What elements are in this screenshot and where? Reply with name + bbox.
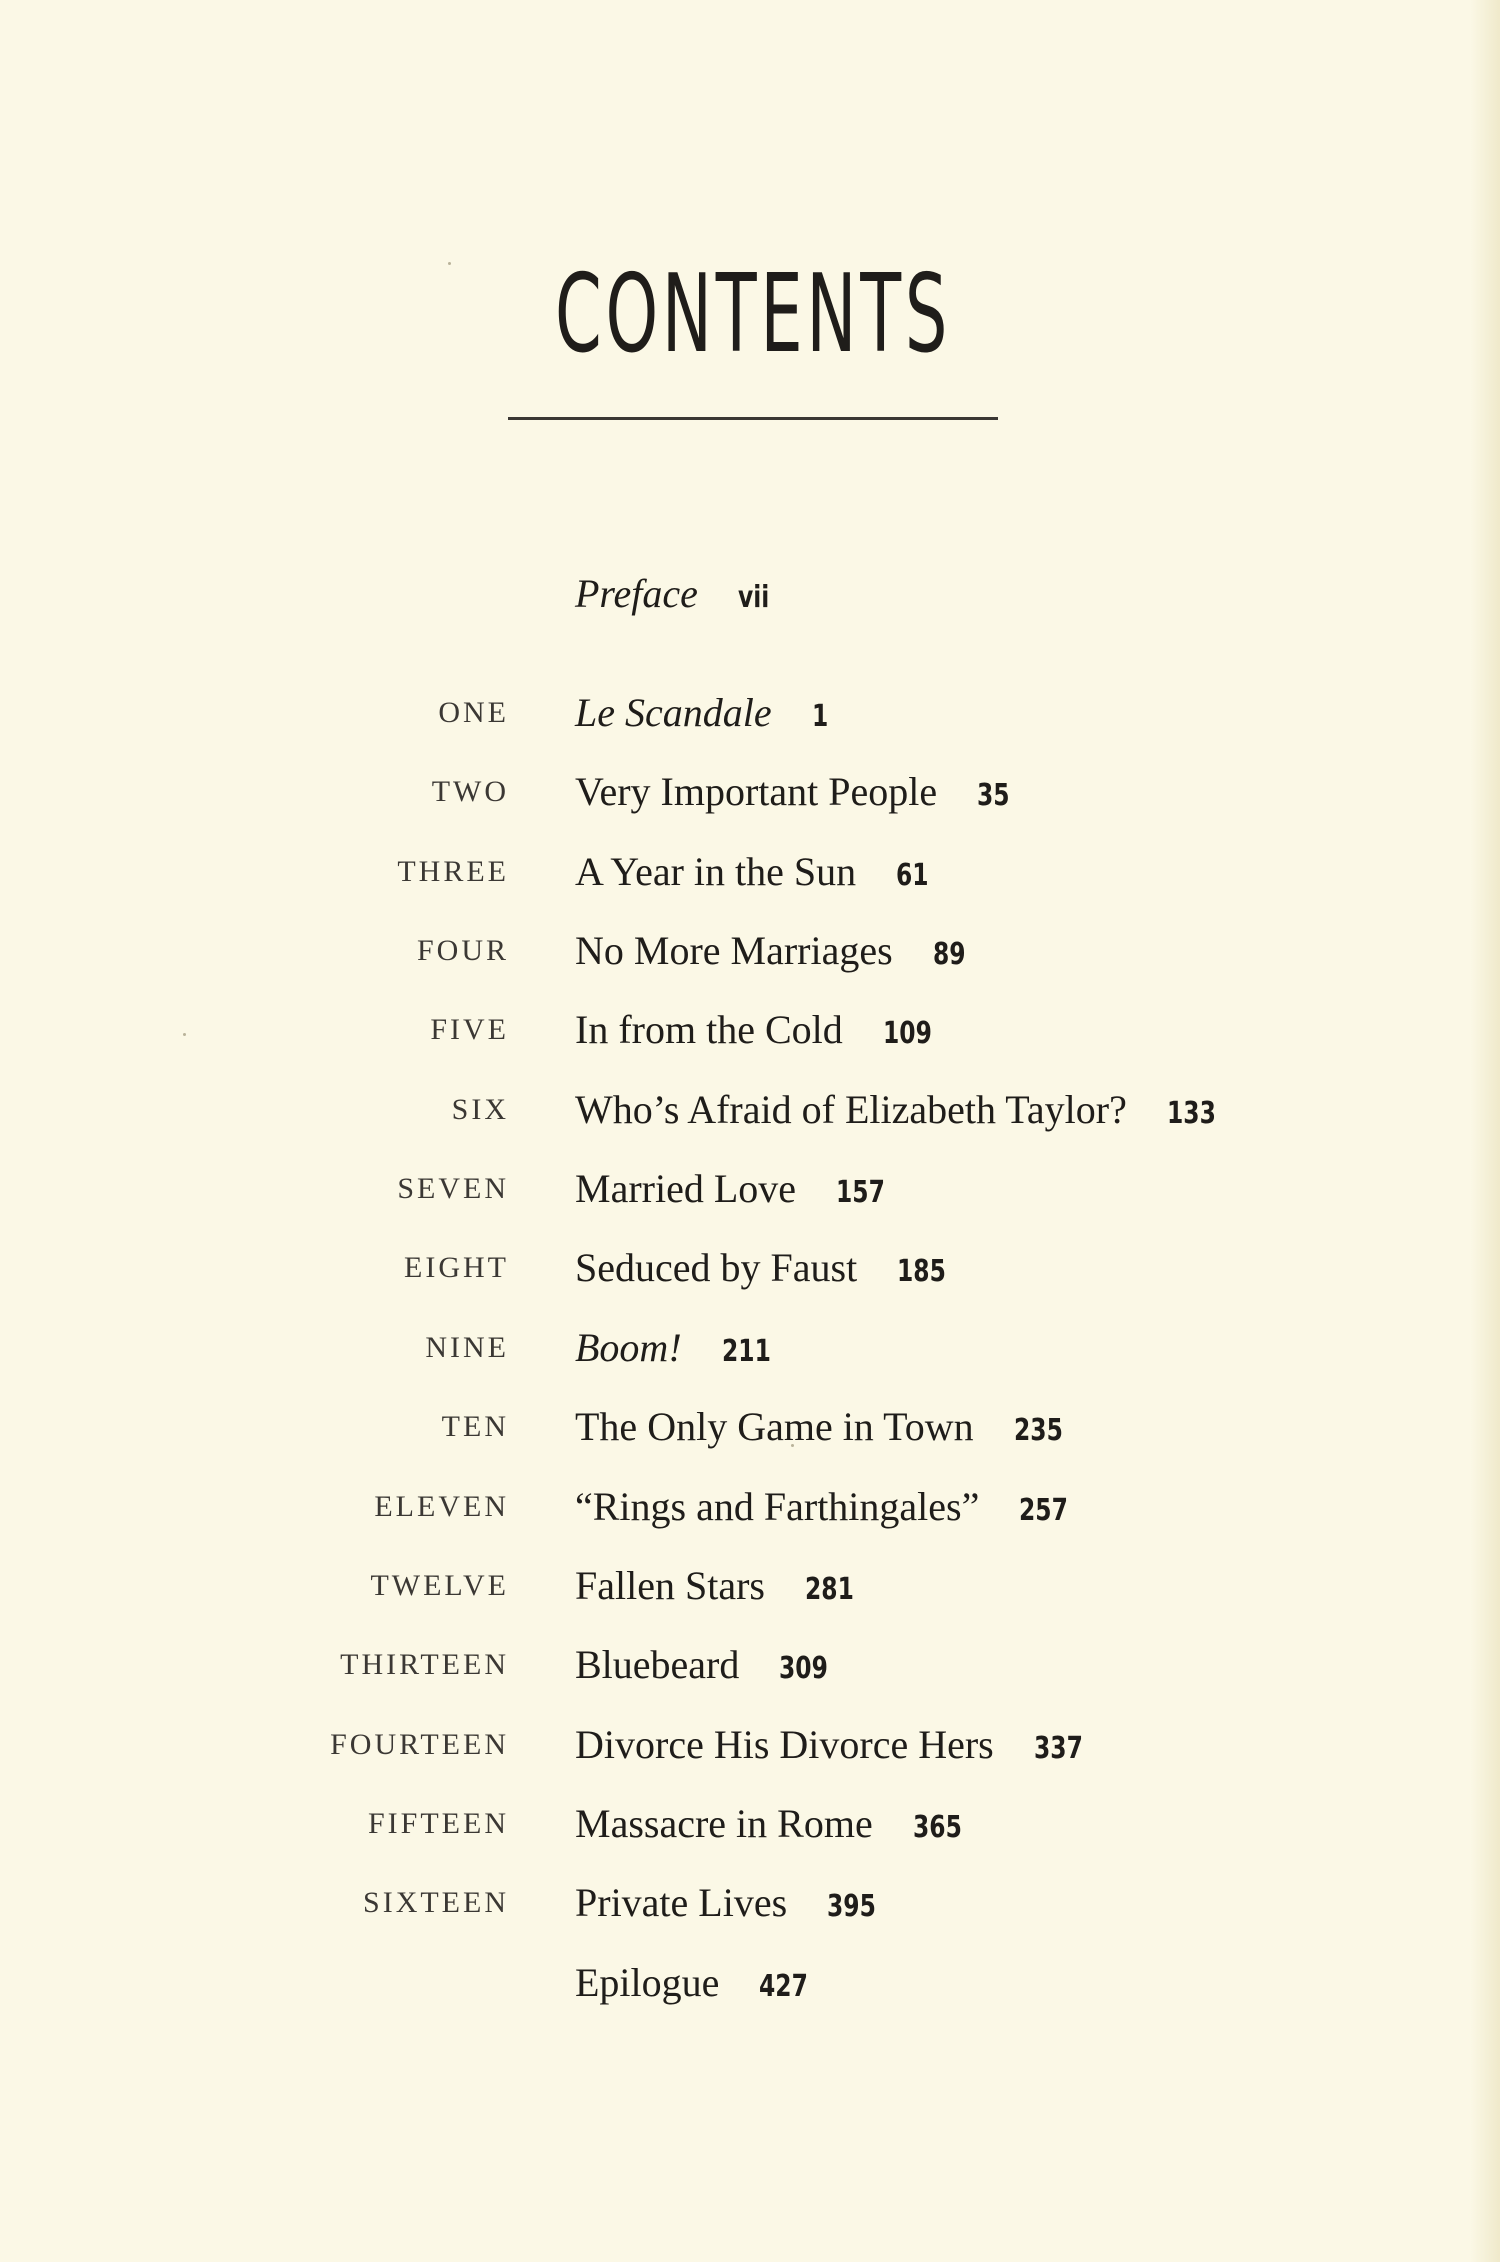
toc-entry[interactable] <box>575 1715 1096 1779</box>
toc-entry[interactable] <box>575 1000 945 1064</box>
toc-row <box>0 1080 1500 1140</box>
page-number: 235 <box>1013 1413 1063 1448</box>
chapter-title: No More Marriages <box>575 928 893 973</box>
toc-entry[interactable] <box>575 1159 899 1223</box>
page-number: 309 <box>779 1651 829 1686</box>
toc-row <box>0 1238 1500 1298</box>
page-number: 133 <box>1166 1096 1216 1131</box>
toc-row <box>0 1715 1500 1775</box>
chapter-title: “Rings and Farthingales” <box>575 1484 980 1529</box>
toc-entry[interactable] <box>575 564 778 628</box>
chapter-number: THREE <box>397 855 509 888</box>
toc-entry[interactable] <box>575 1794 975 1858</box>
page-number: 337 <box>1033 1731 1083 1766</box>
chapter-number: ONE <box>438 696 509 729</box>
toc-entry[interactable] <box>575 683 833 747</box>
chapter-title: Boom! <box>575 1325 682 1370</box>
page-number: 257 <box>1019 1493 1069 1528</box>
chapter-number: FOUR <box>416 934 509 967</box>
chapter-number: FIFTEEN <box>368 1807 509 1840</box>
toc-entry[interactable] <box>575 1080 1229 1144</box>
chapter-title: Very Important People <box>575 769 938 814</box>
toc-entry[interactable] <box>575 1873 890 1937</box>
page-number: 427 <box>759 1969 809 2004</box>
toc-entry[interactable] <box>575 1397 1076 1461</box>
chapter-title: Who’s Afraid of Elizabeth Taylor? <box>575 1087 1127 1132</box>
toc-entry[interactable] <box>575 1953 822 2017</box>
toc-entry[interactable] <box>575 1477 1082 1541</box>
chapter-title: In from the Cold <box>575 1007 843 1052</box>
chapter-number: SIXTEEN <box>363 1886 509 1919</box>
toc-row <box>0 1397 1500 1457</box>
chapter-number: THIRTEEN <box>340 1648 509 1681</box>
chapter-number: TWELVE <box>370 1569 509 1602</box>
toc-entry[interactable] <box>575 921 974 985</box>
page-number: vii <box>737 580 770 615</box>
toc-row <box>0 683 1500 743</box>
toc-row <box>0 1953 1500 2013</box>
chapter-title: Divorce His Divorce Hers <box>575 1722 994 1767</box>
toc-row <box>0 1556 1500 1616</box>
toc-row <box>0 1794 1500 1854</box>
toc-entry[interactable] <box>575 1635 842 1699</box>
toc-row <box>0 1477 1500 1537</box>
chapter-number: TWO <box>431 775 509 808</box>
toc-entry[interactable] <box>575 1238 960 1302</box>
chapter-number: EIGHT <box>404 1251 509 1284</box>
toc-row <box>0 564 1500 624</box>
toc-row <box>0 1159 1500 1219</box>
toc-entry[interactable] <box>575 1318 784 1382</box>
toc-row <box>0 842 1500 902</box>
page-number: 281 <box>804 1572 854 1607</box>
chapter-number: TEN <box>441 1410 509 1443</box>
toc-entry[interactable] <box>575 1556 868 1620</box>
page-number: 35 <box>977 778 1010 813</box>
chapter-title: Preface <box>575 571 698 616</box>
page-number: 109 <box>882 1016 932 1051</box>
chapter-title: Bluebeard <box>575 1642 740 1687</box>
toc-row <box>0 762 1500 822</box>
title-rule <box>508 417 998 420</box>
chapter-title: A Year in the Sun <box>575 849 857 894</box>
toc-row <box>0 1635 1500 1695</box>
page-number: 365 <box>912 1810 962 1845</box>
chapter-title: Epilogue <box>575 1960 720 2005</box>
chapter-number: NINE <box>425 1331 509 1364</box>
chapter-number: ELEVEN <box>374 1490 509 1523</box>
chapter-title: The Only Game in Town <box>575 1404 974 1449</box>
chapter-number: FIVE <box>430 1013 509 1046</box>
chapter-title: Massacre in Rome <box>575 1801 873 1846</box>
page-number: 61 <box>896 858 929 893</box>
toc-entry[interactable] <box>575 842 938 906</box>
page-number: 1 <box>811 699 828 734</box>
toc-row <box>0 921 1500 981</box>
page-number: 395 <box>827 1889 877 1924</box>
page-title: CONTENTS <box>555 252 952 377</box>
toc-row <box>0 1318 1500 1378</box>
toc-entry[interactable] <box>575 762 1019 826</box>
chapter-number: SIX <box>451 1093 509 1126</box>
page-number: 185 <box>897 1254 947 1289</box>
page-number: 157 <box>836 1175 885 1210</box>
chapter-number: FOURTEEN <box>330 1728 509 1761</box>
chapter-title: Le Scandale <box>575 690 772 735</box>
page-number: 89 <box>932 937 966 972</box>
chapter-title: Private Lives <box>575 1880 788 1925</box>
chapter-title: Married Love <box>575 1166 797 1211</box>
page-number: 211 <box>721 1334 771 1369</box>
toc-row <box>0 1873 1500 1933</box>
toc-row <box>0 1000 1500 1060</box>
chapter-title: Seduced by Faust <box>575 1245 858 1290</box>
chapter-number: SEVEN <box>397 1172 509 1205</box>
chapter-title: Fallen Stars <box>575 1563 765 1608</box>
